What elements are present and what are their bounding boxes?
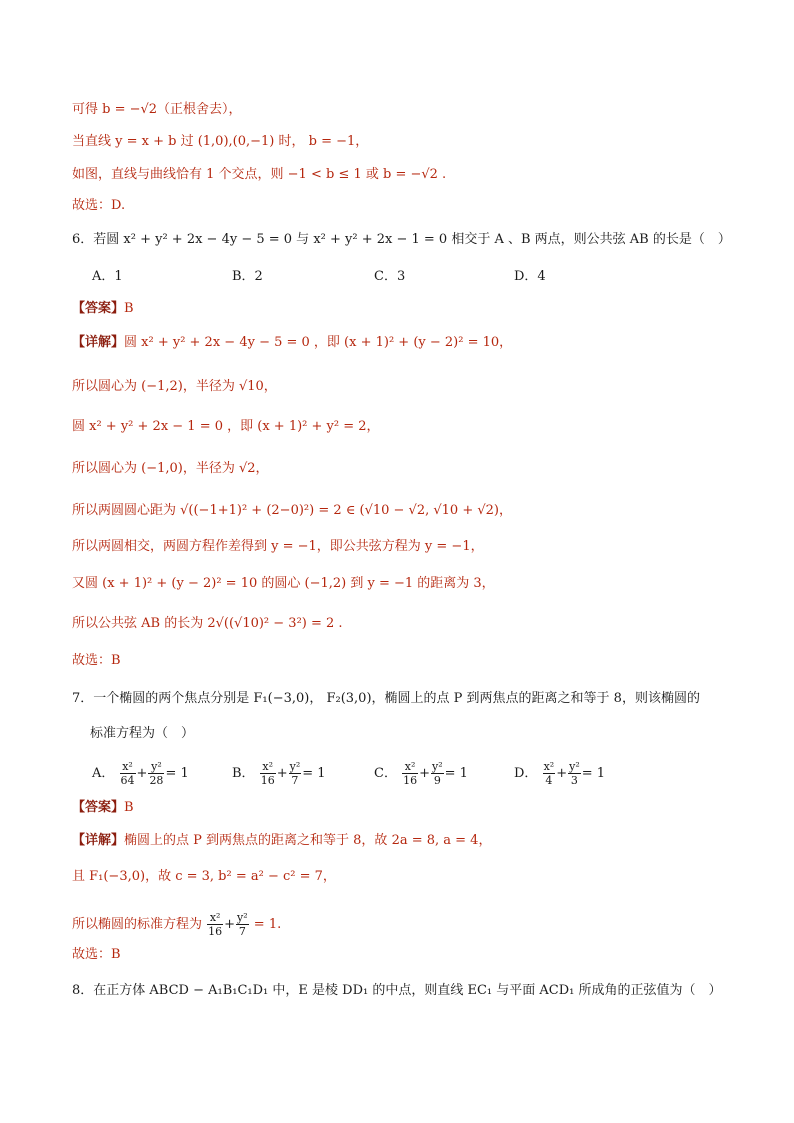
solution-line: 所以椭圆的标准方程为 $\frac{\text{x²}}{16}$ + $\frac{\text{y²}}{7}$ = 1. — [72, 911, 282, 938]
question-6-stem: 6．若圆 x² + y² + 2x − 4y − 5 = 0 与 x² + y² + 2x − 1 = 0 相交于 A 、B 两点，则公共弦 AB 的长是（ ） — [72, 232, 731, 247]
solution-line: 所以两圆相交，两圆方程作差得到 y = −1，即公共弦方程为 y = −1， — [72, 539, 484, 554]
answer-line: 【答案】B — [72, 301, 134, 316]
option-d: D． $\frac{\text{x²}}{4}$ + $\frac{\text{y²}}{3}$ = 1 — [514, 760, 606, 787]
option-a: A．1 — [92, 269, 123, 284]
text-line: 当直线 y = x + b 过 (1,0),(0,−1) 时， b = −1， — [72, 134, 369, 149]
option-b: B．2 — [232, 269, 263, 284]
solution-line: 且 F₁(−3,0)，故 c = 3, b² = a² − c² = 7， — [72, 869, 336, 884]
solution-line: 圆 x² + y² + 2x − 1 = 0 ，即 (x + 1)² + y² = 2， — [72, 419, 380, 434]
solution-line: 所以两圆圆心距为 √((−1+1)² + (2−0)²) = 2 ∈ (√10 − √2, √10 + √2)， — [72, 503, 512, 518]
solution-line: 所以公共弦 AB 的长为 2√((√10)² − 3²) = 2 . — [72, 616, 343, 631]
answer-line: 【答案】B — [72, 800, 134, 815]
choice-line: 故选：B — [72, 653, 121, 668]
option-c: C． $\frac{\text{x²}}{16}$ + $\frac{\text{y²}}{9}$ = 1 — [374, 760, 468, 787]
choice-line: 故选：B — [72, 947, 121, 962]
question-6-options — [92, 268, 732, 288]
question-8-stem: 8．在正方体 ABCD − A₁B₁C₁D₁ 中，E 是棱 DD₁ 的中点，则直线 EC₁ 与平面 ACD₁ 所成角的正弦值为（ ） — [72, 983, 722, 998]
solution-line: 又圆 (x + 1)² + (y − 2)² = 10 的圆心 (−1,2) 到 y = −1 的距离为 3， — [72, 576, 495, 591]
question-7-stem: 7．一个椭圆的两个焦点分别是 F₁(−3,0)， F₂(3,0)，椭圆上的点 P 到两焦点的距离之和等于 8，则该椭圆的 — [72, 691, 700, 706]
option-c: C．3 — [374, 269, 406, 284]
solution-line: 所以圆心为 (−1,0)，半径为 √2， — [72, 461, 269, 476]
question-7-stem-cont: 标准方程为（ ） — [90, 726, 195, 741]
text-line: 故选：D. — [72, 198, 126, 213]
option-a: A． $\frac{\text{x²}}{64}$ + $\frac{\text{y²}}{28}$ = 1 — [92, 760, 189, 787]
solution-line: 【详解】圆 x² + y² + 2x − 4y − 5 = 0 ，即 (x + 1)² + (y − 2)² = 10， — [72, 335, 513, 350]
text-line: 如图，直线与曲线恰有 1 个交点，则 −1 < b ≤ 1 或 b = −√2 . — [72, 167, 447, 182]
solution-line: 【详解】椭圆上的点 P 到两焦点的距离之和等于 8，故 2a = 8, a = 4， — [72, 833, 492, 848]
text-line: 可得 b = −√2（正根舍去）， — [72, 102, 242, 117]
option-d: D．4 — [514, 269, 546, 284]
solution-line: 所以圆心为 (−1,2)，半径为 √10， — [72, 379, 277, 394]
option-b: B． $\frac{\text{x²}}{16}$ + $\frac{\text{y²}}{7}$ = 1 — [232, 760, 326, 787]
